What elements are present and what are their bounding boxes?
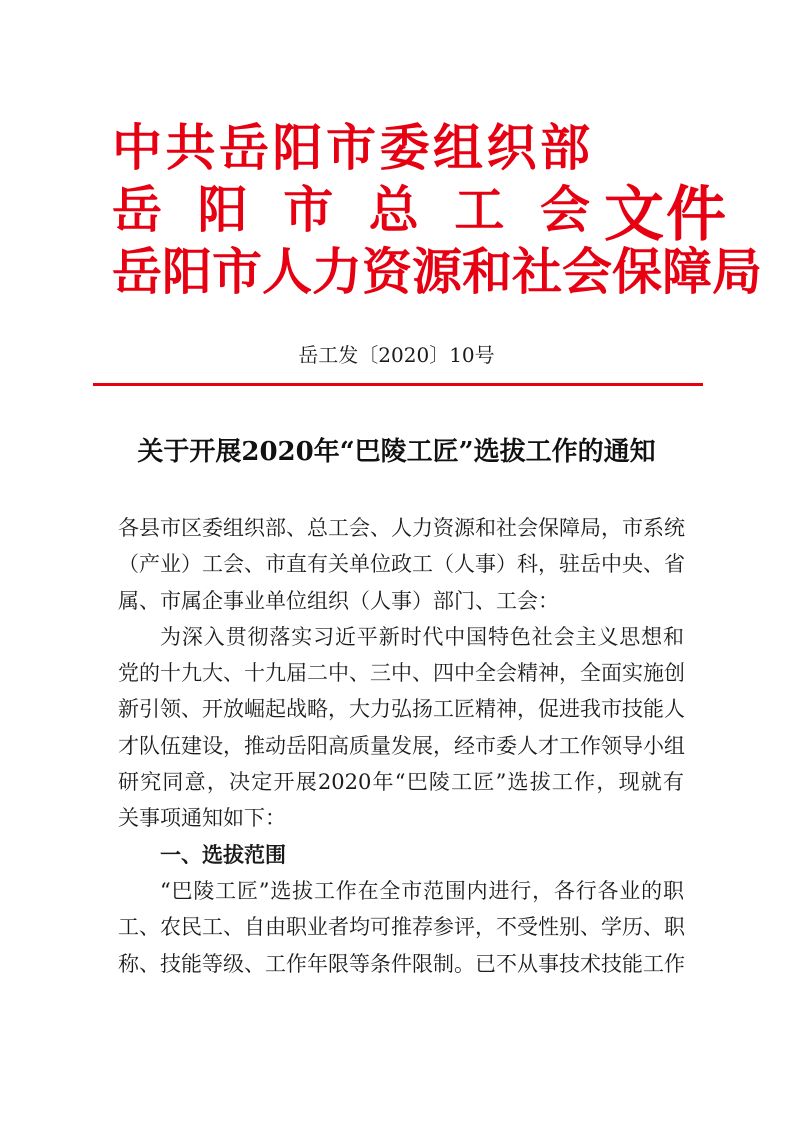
addressee-line: 属、市属企事业单位组织（人事）部门、工会：: [118, 588, 559, 613]
issuer-char: 市: [212, 243, 262, 301]
issuer-char: 阳: [197, 181, 248, 239]
issuer-char: 社: [512, 243, 562, 301]
issuer-char: 力: [312, 243, 362, 301]
paragraph-line: “巴陵工匠”选拔工作在全市范围内进行，各行各业的职: [160, 878, 684, 903]
issuer-char: 岳: [112, 181, 162, 239]
issuer-char: 织: [486, 119, 537, 177]
paragraph-line: 党的十九大、十九届二中、三中、四中全会精神，全面实施创: [118, 661, 685, 686]
issuer-line-2: [112, 180, 590, 240]
issuer-line-1: [112, 118, 590, 178]
issuer-char: 共: [165, 119, 216, 177]
issuer-char: 岳: [112, 243, 162, 301]
issuer-char: 会: [539, 181, 590, 239]
issuer-char: 市: [283, 181, 334, 239]
paragraph-line: 关事项通知如下：: [118, 806, 286, 831]
issuer-char: 人: [262, 243, 312, 301]
issuer-char: 阳: [272, 119, 323, 177]
paragraph-line: 研究同意，决定开展2020年“巴陵工匠”选拔工作，现就有: [118, 770, 684, 795]
paragraph-line: 才队伍建设，推动岳阳高质量发展，经市委人才工作领导小组: [118, 733, 685, 758]
issuer-char: 市: [326, 119, 376, 177]
addressee-line: （产业）工会、市直有关单位政工（人事）科，驻岳中央、省: [118, 552, 685, 577]
section-heading: 一、选拔范围: [160, 842, 286, 867]
paragraph-line: 工、农民工、自由职业者均可推荐参评，不受性别、学历、职: [118, 915, 685, 940]
issuer-char: 总: [368, 181, 419, 239]
issuer-char: 组: [433, 119, 483, 177]
issuer-char: 资: [362, 243, 412, 301]
issuer-char: 和: [462, 243, 512, 301]
document-header: [112, 118, 762, 313]
document-type-suffix: 文件: [604, 180, 728, 250]
issuer-char: 中: [112, 119, 162, 177]
issuer-char: 保: [612, 243, 662, 301]
issuer-char: 岳: [219, 119, 269, 177]
issuer-line-3: [112, 242, 762, 302]
issuer-char: 工: [454, 181, 505, 239]
paragraph-line: 称、技能等级、工作年限等条件限制。已不从事技术技能工作: [118, 951, 685, 976]
issuer-char: 障: [662, 243, 712, 301]
paragraph-line: 新引领、开放崛起战略，大力弘扬工匠精神，促进我市技能人: [118, 697, 685, 722]
document-title: 关于开展2020年“巴陵工匠”选拔工作的通知: [137, 437, 656, 467]
issuer-char: 部: [540, 119, 590, 177]
issuer-char: 源: [412, 243, 462, 301]
issuer-char: 局: [712, 243, 762, 301]
issuer-char: 阳: [162, 243, 212, 301]
issuer-char: 委: [379, 119, 430, 177]
addressee-line: 各县市区委组织部、总工会、人力资源和社会保障局，市系统: [118, 516, 685, 540]
document-number: 岳工发〔2020〕10号: [298, 343, 495, 367]
red-separator-line: [93, 383, 703, 386]
issuer-char: 会: [562, 243, 612, 301]
paragraph-line: 为深入贯彻落实习近平新时代中国特色社会主义思想和: [160, 624, 684, 649]
document-body: [118, 510, 684, 982]
